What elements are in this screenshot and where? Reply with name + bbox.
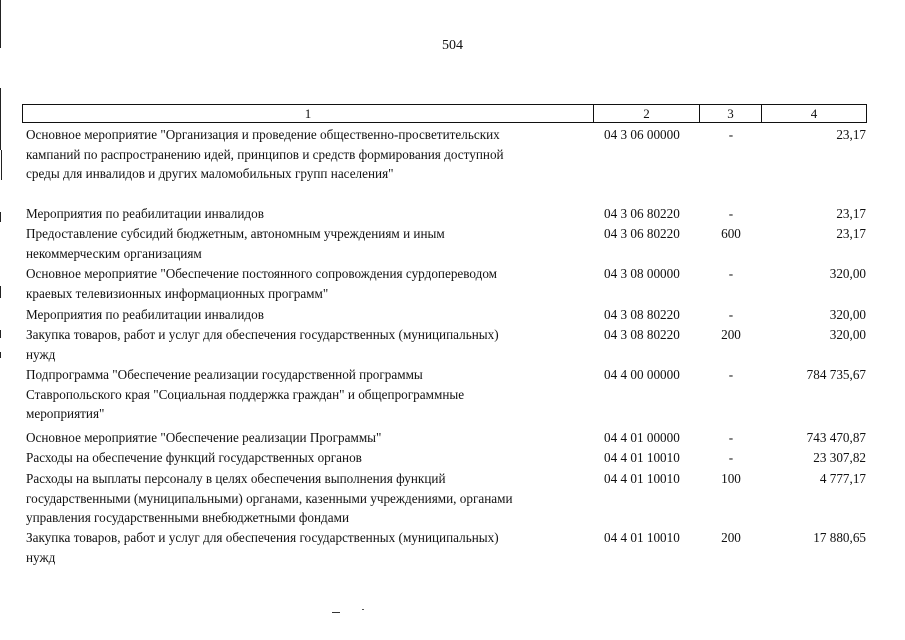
row-sum: 4 777,17	[819, 471, 866, 486]
row-name: Расходы на обеспечение функций государственных органов	[26, 450, 362, 465]
row-sum: 23 307,82	[813, 450, 866, 465]
row-vr: 200	[721, 327, 741, 342]
row-sum: 320,00	[829, 307, 866, 322]
scan-speck	[332, 612, 340, 613]
row-name: Мероприятия по реабилитации инвалидов	[26, 307, 264, 322]
row-sum: 17 880,65	[813, 530, 866, 545]
row-name: Основное мероприятие "Обеспечение постоянного сопровождения сурдопереводом краевых телевизионных информационных программ"	[26, 266, 498, 301]
page-number: 504	[442, 38, 463, 53]
table-header	[22, 104, 867, 123]
row-vr: -	[728, 266, 734, 281]
row-name: Мероприятия по реабилитации инвалидов	[26, 206, 264, 221]
scan-margin-mark	[0, 286, 1, 298]
row-name: Закупка товаров, работ и услуг для обеспечения государственных (муниципальных) нужд	[26, 530, 499, 565]
header-col-2: 2	[594, 105, 700, 122]
scan-speck	[362, 609, 364, 610]
row-vr: -	[728, 307, 734, 322]
scan-margin-mark	[0, 212, 1, 222]
row-code: 04 3 06 80220	[604, 206, 680, 221]
header-col-4: 4	[810, 106, 818, 121]
row-name: Предоставление субсидий бюджетным, автономным учреждениям и иным некоммерческим организациям	[26, 226, 445, 261]
row-code: 04 4 01 10010	[604, 471, 680, 486]
row-code: 04 3 08 80220	[604, 307, 680, 322]
row-code: 04 3 06 80220	[604, 226, 680, 241]
row-code: 04 4 00 00000	[604, 367, 680, 382]
row-sum: 320,00	[829, 266, 866, 281]
row-vr: -	[728, 206, 734, 221]
row-vr: -	[728, 450, 734, 465]
row-name: Закупка товаров, работ и услуг для обеспечения государственных (муниципальных) нужд	[26, 327, 499, 362]
row-vr: -	[728, 367, 734, 382]
row-vr: 600	[721, 226, 741, 241]
row-code: 04 4 01 10010	[604, 450, 680, 465]
row-name: Основное мероприятие "Обеспечение реализации Программы"	[26, 430, 382, 445]
row-code: 04 4 01 10010	[604, 530, 680, 545]
scan-margin-mark	[0, 352, 1, 358]
row-vr: -	[728, 430, 734, 445]
row-sum: 784 735,67	[806, 367, 866, 382]
header-col-1: 1	[23, 105, 594, 122]
row-code: 04 4 01 00000	[604, 430, 680, 445]
row-vr: -	[728, 127, 734, 142]
row-sum: 320,00	[829, 327, 866, 342]
scan-margin-mark	[0, 0, 1, 48]
header-col-3: 3	[700, 105, 762, 122]
scan-margin-mark	[0, 330, 1, 338]
row-sum: 23,17	[836, 226, 866, 241]
row-code: 04 3 08 00000	[604, 266, 680, 281]
scan-margin-mark	[1, 150, 2, 180]
row-vr: 100	[721, 471, 741, 486]
row-sum: 23,17	[836, 206, 866, 221]
row-code: 04 3 08 80220	[604, 327, 680, 342]
row-name: Подпрограмма "Обеспечение реализации государственной программы Ставропольского края "Социальная поддержка граждан" и общепрограммные мероприятия"	[26, 367, 465, 421]
row-vr: 200	[721, 530, 741, 545]
row-code: 04 3 06 00000	[604, 127, 680, 142]
row-sum: 23,17	[836, 127, 866, 142]
row-name: Основное мероприятие "Организация и проведение общественно-просветительских кампаний по распространению идей, принципов и средств формирования доступной среды для инвалидов и других маломобильных групп населения"	[26, 127, 504, 181]
row-name: Расходы на выплаты персоналу в целях обеспечения выполнения функций государственными (муниципальными) органами, казенными учреждениями, органами управления государственными внебюджетными фондами	[26, 471, 513, 525]
scan-margin-mark	[0, 88, 1, 150]
row-sum: 743 470,87	[806, 430, 866, 445]
